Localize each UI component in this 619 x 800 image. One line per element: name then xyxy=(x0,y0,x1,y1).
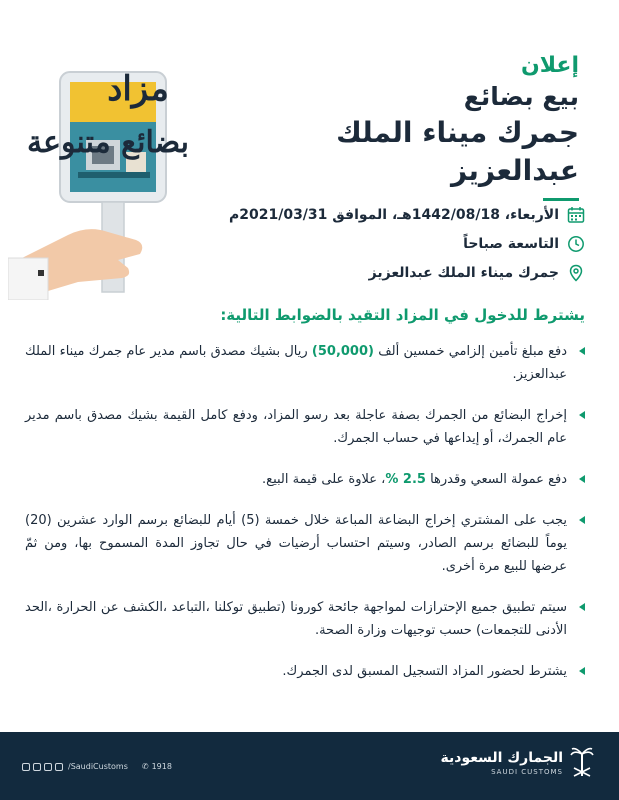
logo-arabic-text: الجمارك السعودية xyxy=(440,750,563,766)
conditions-title: يشترط للدخول في المزاد التقيد بالضوابط التالية: xyxy=(220,306,585,324)
list-item: إخراج البضائع من الجمرك بصفة عاجلة بعد رسو المزاد، ودفع كامل القيمة بشيك مصدق باسم مدير عام الجمرك، أو إيداعها في حساب الجمرك. xyxy=(25,404,585,450)
time-row xyxy=(185,229,585,258)
instagram-icon xyxy=(22,763,30,771)
location-pin-icon xyxy=(567,264,585,282)
location-row xyxy=(185,258,585,287)
footer-contact xyxy=(22,762,172,771)
footer-bar xyxy=(0,732,619,800)
bullet-triangle-icon xyxy=(579,667,585,675)
date-text: الأربعاء، 1442/08/18هـ، الموافق 2021/03/31م xyxy=(228,206,559,223)
art-text-1: مزاد xyxy=(107,69,169,109)
bullet-triangle-icon xyxy=(579,516,585,524)
calendar-icon xyxy=(567,206,585,224)
linkedin-icon xyxy=(55,763,63,771)
phone-icon: ✆ xyxy=(141,762,149,771)
location-text: جمرك ميناء الملك عبدالعزيز xyxy=(368,264,559,281)
title-line-1: بيع بضائع xyxy=(463,82,579,111)
event-info xyxy=(185,200,585,287)
list-item: دفع مبلغ تأمين إلزامي خمسين ألف (50,000) ريال بشيك مصدق باسم مدير عام جمرك ميناء الملك عبدالعزيز. xyxy=(25,340,585,386)
announcement-label: إعلان xyxy=(520,53,579,78)
bullet-triangle-icon xyxy=(579,475,585,483)
list-item: دفع عمولة السعي وقدرها 2.5 %، علاوة على قيمة البيع. xyxy=(25,468,585,491)
conditions-list xyxy=(25,340,585,701)
date-row xyxy=(185,200,585,229)
saudi-customs-logo xyxy=(441,746,595,780)
logo-english-text: SAUDI CUSTOMS xyxy=(491,768,563,776)
list-item: يشترط لحضور المزاد التسجيل المسبق لدى الجمرك. xyxy=(25,660,585,683)
clock-icon xyxy=(567,235,585,253)
twitter-icon xyxy=(44,763,52,771)
auction-paddle-illustration xyxy=(8,60,198,300)
palm-emblem-icon xyxy=(569,746,595,780)
bullet-triangle-icon xyxy=(579,411,585,419)
bullet-triangle-icon xyxy=(579,347,585,355)
list-item: سيتم تطبيق جميع الإحترازات لمواجهة جائحة كورونا (تطبيق توكلنا ،التباعد ،الكشف عن الحرارة ،الحد الأدنى للتجمعات) حسب توجيهات وزارة الصحة. xyxy=(25,596,585,642)
bullet-triangle-icon xyxy=(579,603,585,611)
phone-number: 1918 xyxy=(151,762,172,771)
announcement-header xyxy=(219,52,579,201)
list-item: يجب على المشتري إخراج البضاعة المباعة خلال خمسة (5) أيام للبضائع برسم الوارد عشرين (20) يوماً للبضائع برسم الصادر، وسيتم احتساب أرضيات في حال تجاوز المدة المسموح بها، ومن ثمّ عرضها للبيع مرة أخرى. xyxy=(25,509,585,578)
time-text: التاسعة صباحاً xyxy=(463,235,559,252)
art-text-2: بضائع متنوعة xyxy=(27,125,189,160)
social-handle: /SaudiCustoms xyxy=(68,762,128,771)
youtube-icon xyxy=(33,763,41,771)
title-line-2: جمرك ميناء الملك عبدالعزيز xyxy=(336,116,579,187)
